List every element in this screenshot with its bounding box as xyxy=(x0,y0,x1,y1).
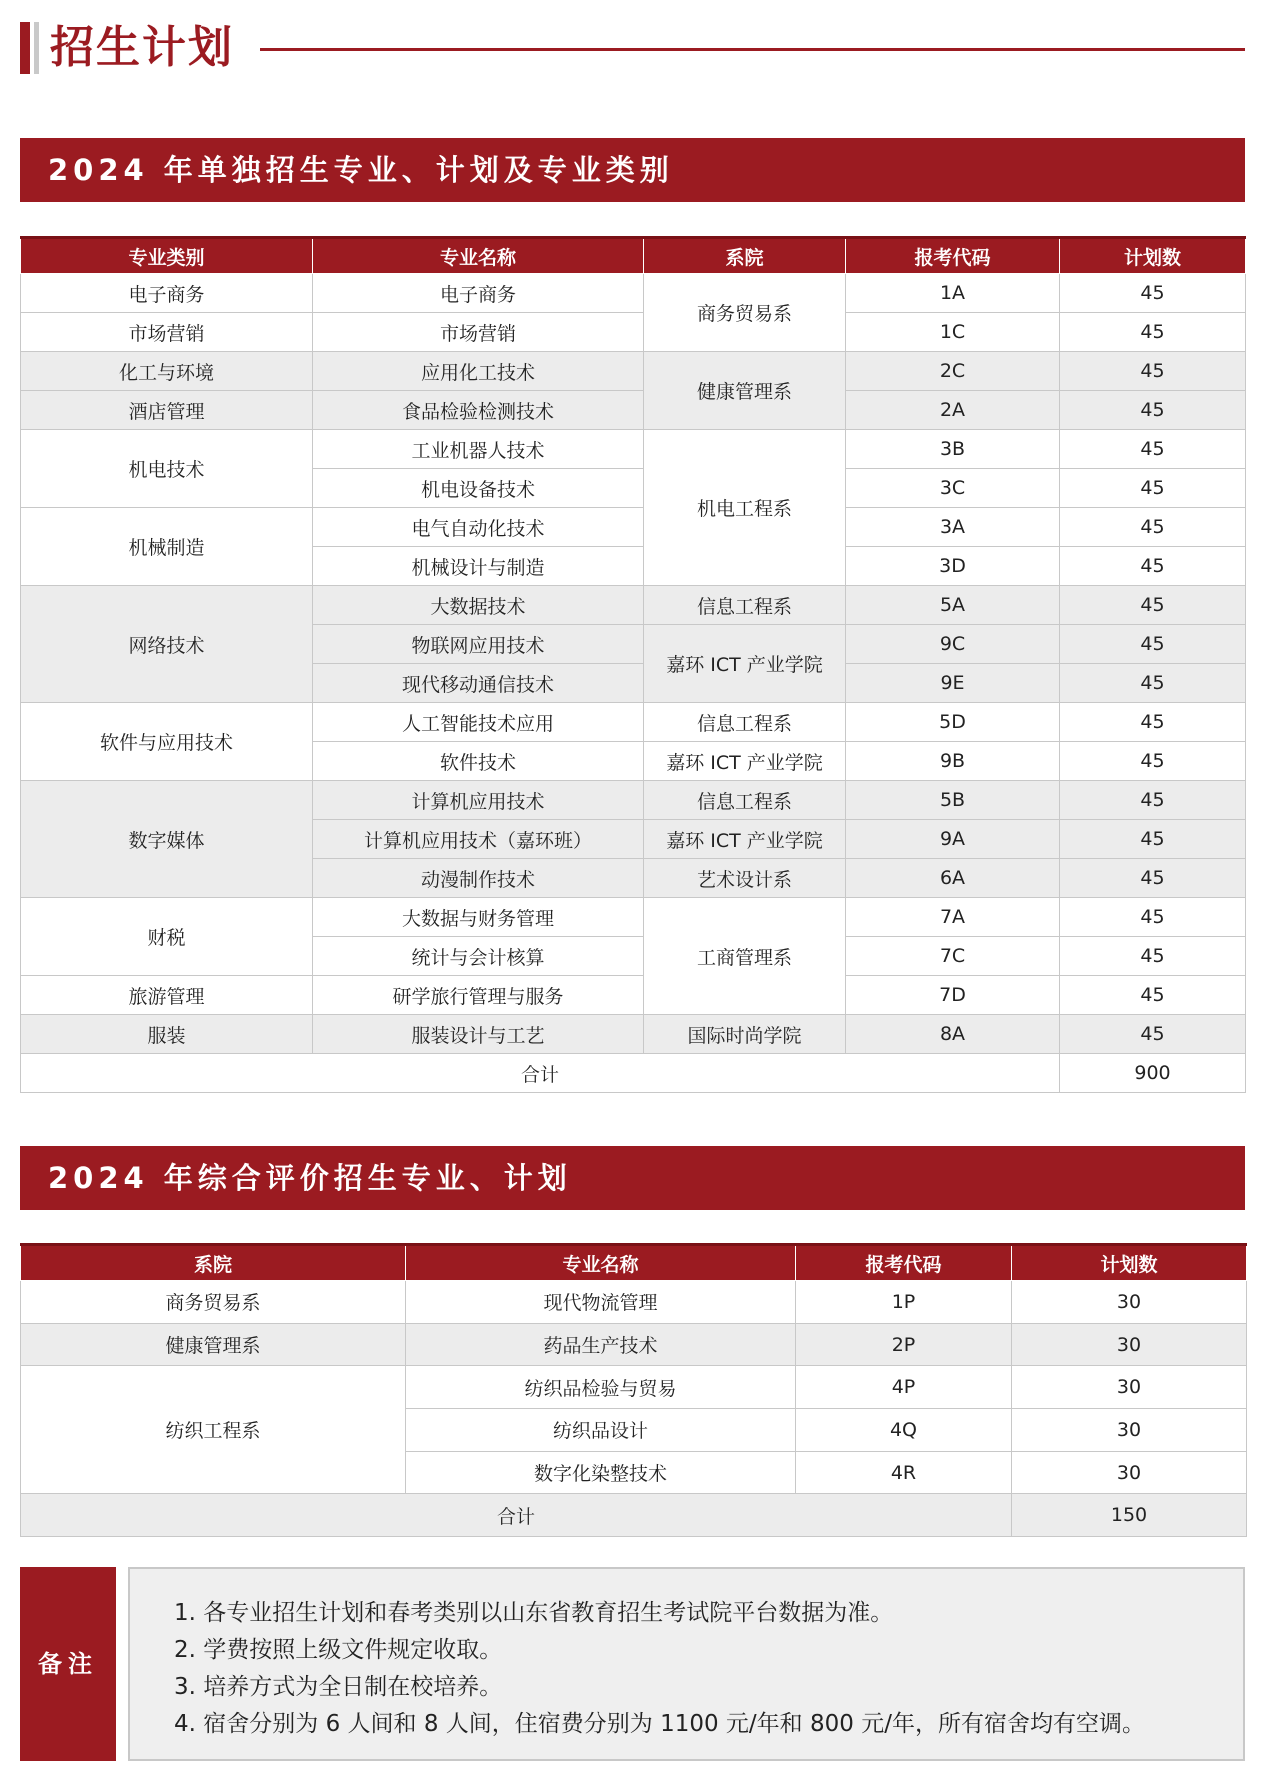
dept-cell: 信息工程系 xyxy=(644,781,846,820)
title-accent-bar xyxy=(20,22,30,74)
header-code: 报考代码 xyxy=(796,1245,1012,1281)
plan-cell: 45 xyxy=(1060,547,1246,586)
major-cell: 药品生产技术 xyxy=(406,1323,796,1366)
title-divider xyxy=(260,48,1245,51)
section1-banner: 2024 年单独招生专业、计划及专业类别 xyxy=(20,138,1245,202)
major-cell: 电子商务 xyxy=(313,274,644,313)
major-cell: 现代移动通信技术 xyxy=(313,664,644,703)
table-row xyxy=(21,1015,1246,1054)
code-cell: 4R xyxy=(796,1451,1012,1494)
plan-cell: 45 xyxy=(1060,937,1246,976)
major-cell: 数字化染整技术 xyxy=(406,1451,796,1494)
category-cell: 财税 xyxy=(21,898,313,976)
major-cell: 计算机应用技术（嘉环班） xyxy=(313,820,644,859)
category-cell: 市场营销 xyxy=(21,313,313,352)
major-cell: 大数据与财务管理 xyxy=(313,898,644,937)
table-row xyxy=(21,703,1246,742)
title-accent-bar-secondary xyxy=(34,22,39,74)
plan-cell: 45 xyxy=(1060,586,1246,625)
plan-cell: 45 xyxy=(1060,742,1246,781)
plan-cell: 30 xyxy=(1012,1409,1247,1452)
code-cell: 1A xyxy=(846,274,1060,313)
page-header xyxy=(20,22,1245,78)
plan-cell: 30 xyxy=(1012,1323,1247,1366)
dept-cell: 健康管理系 xyxy=(644,352,846,430)
dept-cell: 信息工程系 xyxy=(644,586,846,625)
header-code: 报考代码 xyxy=(846,238,1060,274)
table-row xyxy=(21,1366,1247,1409)
plan-cell: 45 xyxy=(1060,508,1246,547)
code-cell: 3D xyxy=(846,547,1060,586)
plan-cell: 45 xyxy=(1060,976,1246,1015)
code-cell: 6A xyxy=(846,859,1060,898)
total-row xyxy=(21,1494,1247,1537)
table-row xyxy=(21,391,1246,430)
major-cell: 纺织品设计 xyxy=(406,1409,796,1452)
major-cell: 机电设备技术 xyxy=(313,469,644,508)
dept-cell: 嘉环 ICT 产业学院 xyxy=(644,820,846,859)
total-value: 150 xyxy=(1012,1494,1247,1537)
plan-cell: 45 xyxy=(1060,469,1246,508)
table-row xyxy=(21,898,1246,937)
table-row xyxy=(21,976,1246,1015)
code-cell: 2P xyxy=(796,1323,1012,1366)
header-plan: 计划数 xyxy=(1012,1245,1247,1281)
header-plan: 计划数 xyxy=(1060,238,1246,274)
plan-cell: 45 xyxy=(1060,313,1246,352)
section1-table xyxy=(20,236,1246,1093)
category-cell: 酒店管理 xyxy=(21,391,313,430)
table-row xyxy=(21,1323,1247,1366)
category-cell: 机电技术 xyxy=(21,430,313,508)
plan-cell: 30 xyxy=(1012,1281,1247,1324)
code-cell: 2C xyxy=(846,352,1060,391)
major-cell: 人工智能技术应用 xyxy=(313,703,644,742)
code-cell: 8A xyxy=(846,1015,1060,1054)
plan-cell: 45 xyxy=(1060,859,1246,898)
code-cell: 3C xyxy=(846,469,1060,508)
plan-cell: 45 xyxy=(1060,625,1246,664)
plan-cell: 30 xyxy=(1012,1451,1247,1494)
table-row xyxy=(21,508,1246,547)
code-cell: 2A xyxy=(846,391,1060,430)
code-cell: 5A xyxy=(846,586,1060,625)
dept-cell: 商务贸易系 xyxy=(21,1281,406,1324)
dept-cell: 嘉环 ICT 产业学院 xyxy=(644,742,846,781)
major-cell: 市场营销 xyxy=(313,313,644,352)
dept-cell: 国际时尚学院 xyxy=(644,1015,846,1054)
code-cell: 5D xyxy=(846,703,1060,742)
plan-cell: 45 xyxy=(1060,1015,1246,1054)
notes-label: 备注 xyxy=(20,1567,116,1761)
plan-cell: 45 xyxy=(1060,352,1246,391)
total-row xyxy=(21,1054,1246,1093)
total-label: 合计 xyxy=(21,1494,1012,1537)
dept-cell: 工商管理系 xyxy=(644,898,846,1015)
notes-box xyxy=(128,1567,1245,1761)
code-cell: 3A xyxy=(846,508,1060,547)
dept-cell: 商务贸易系 xyxy=(644,274,846,352)
major-cell: 现代物流管理 xyxy=(406,1281,796,1324)
section2-banner: 2024 年综合评价招生专业、计划 xyxy=(20,1146,1245,1210)
major-cell: 纺织品检验与贸易 xyxy=(406,1366,796,1409)
table-row xyxy=(21,781,1246,820)
major-cell: 服装设计与工艺 xyxy=(313,1015,644,1054)
plan-cell: 45 xyxy=(1060,703,1246,742)
plan-cell: 45 xyxy=(1060,898,1246,937)
code-cell: 1C xyxy=(846,313,1060,352)
category-cell: 机械制造 xyxy=(21,508,313,586)
code-cell: 9B xyxy=(846,742,1060,781)
header-major: 专业名称 xyxy=(406,1245,796,1281)
major-cell: 大数据技术 xyxy=(313,586,644,625)
total-label: 合计 xyxy=(21,1054,1060,1093)
header-major: 专业名称 xyxy=(313,238,644,274)
major-cell: 应用化工技术 xyxy=(313,352,644,391)
category-cell: 服装 xyxy=(21,1015,313,1054)
code-cell: 9E xyxy=(846,664,1060,703)
plan-cell: 45 xyxy=(1060,430,1246,469)
category-cell: 数字媒体 xyxy=(21,781,313,898)
code-cell: 4Q xyxy=(796,1409,1012,1452)
plan-cell: 45 xyxy=(1060,274,1246,313)
major-cell: 机械设计与制造 xyxy=(313,547,644,586)
major-cell: 计算机应用技术 xyxy=(313,781,644,820)
major-cell: 电气自动化技术 xyxy=(313,508,644,547)
code-cell: 7D xyxy=(846,976,1060,1015)
table-row xyxy=(21,352,1246,391)
plan-cell: 45 xyxy=(1060,664,1246,703)
dept-cell: 健康管理系 xyxy=(21,1323,406,1366)
dept-cell: 信息工程系 xyxy=(644,703,846,742)
plan-cell: 30 xyxy=(1012,1366,1247,1409)
plan-cell: 45 xyxy=(1060,781,1246,820)
dept-cell: 纺织工程系 xyxy=(21,1366,406,1494)
major-cell: 软件技术 xyxy=(313,742,644,781)
major-cell: 食品检验检测技术 xyxy=(313,391,644,430)
category-cell: 软件与应用技术 xyxy=(21,703,313,781)
category-cell: 化工与环境 xyxy=(21,352,313,391)
header-dept: 系院 xyxy=(644,238,846,274)
code-cell: 7C xyxy=(846,937,1060,976)
header-dept: 系院 xyxy=(21,1245,406,1281)
code-cell: 9A xyxy=(846,820,1060,859)
category-cell: 电子商务 xyxy=(21,274,313,313)
major-cell: 研学旅行管理与服务 xyxy=(313,976,644,1015)
major-cell: 工业机器人技术 xyxy=(313,430,644,469)
page-title: 招生计划 xyxy=(50,22,234,73)
major-cell: 物联网应用技术 xyxy=(313,625,644,664)
header-category: 专业类别 xyxy=(21,238,313,274)
dept-cell: 艺术设计系 xyxy=(644,859,846,898)
code-cell: 9C xyxy=(846,625,1060,664)
code-cell: 4P xyxy=(796,1366,1012,1409)
section2-table xyxy=(20,1243,1247,1537)
category-cell: 旅游管理 xyxy=(21,976,313,1015)
note-line: 3. 培养方式为全日制在校培养。 xyxy=(174,1674,503,1700)
dept-cell: 机电工程系 xyxy=(644,430,846,586)
dept-cell: 嘉环 ICT 产业学院 xyxy=(644,625,846,703)
table-row xyxy=(21,313,1246,352)
note-line: 2. 学费按照上级文件规定收取。 xyxy=(174,1637,503,1663)
code-cell: 3B xyxy=(846,430,1060,469)
table-row xyxy=(21,430,1246,469)
notes-section xyxy=(20,1567,1245,1761)
total-value: 900 xyxy=(1060,1054,1246,1093)
category-cell: 网络技术 xyxy=(21,586,313,703)
plan-cell: 45 xyxy=(1060,820,1246,859)
code-cell: 7A xyxy=(846,898,1060,937)
note-line: 4. 宿舍分别为 6 人间和 8 人间，住宿费分别为 1100 元/年和 800 元/年，所有宿舍均有空调。 xyxy=(174,1711,1145,1737)
code-cell: 1P xyxy=(796,1281,1012,1324)
major-cell: 统计与会计核算 xyxy=(313,937,644,976)
table-row xyxy=(21,274,1246,313)
plan-cell: 45 xyxy=(1060,391,1246,430)
table-row xyxy=(21,1281,1247,1324)
note-line: 1. 各专业招生计划和春考类别以山东省教育招生考试院平台数据为准。 xyxy=(174,1600,894,1626)
major-cell: 动漫制作技术 xyxy=(313,859,644,898)
code-cell: 5B xyxy=(846,781,1060,820)
table-row xyxy=(21,586,1246,625)
